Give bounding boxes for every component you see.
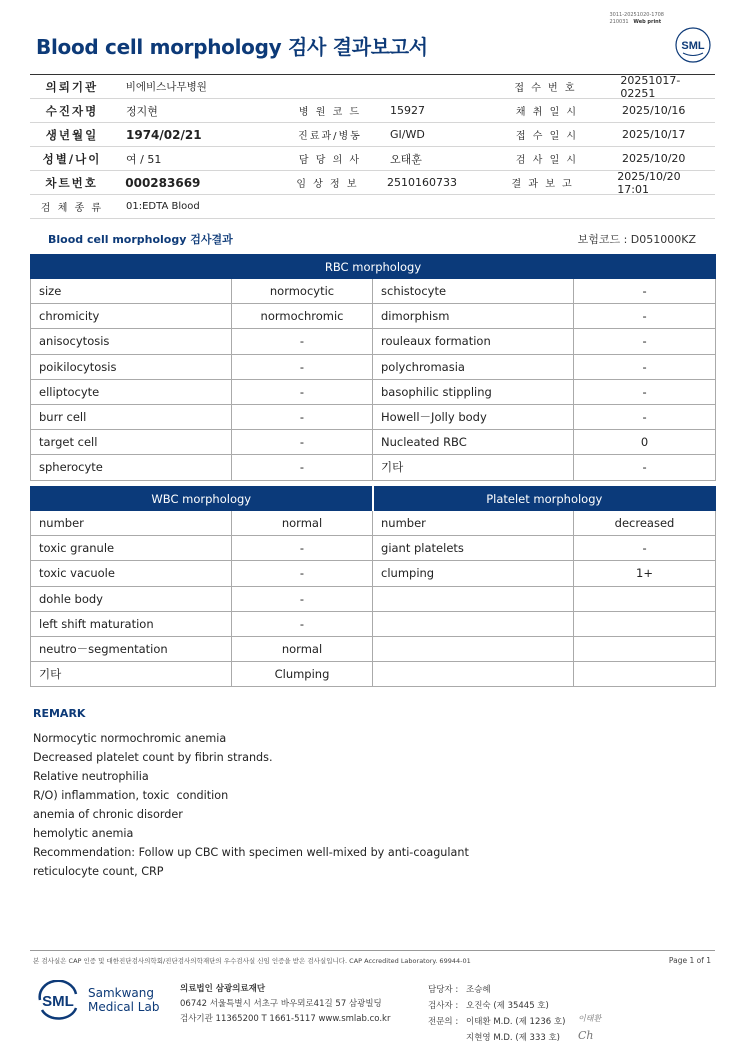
org-contact: 검사기관 11365200 T 1661-5117 www.smlab.co.kr (180, 1014, 391, 1024)
table-row (31, 536, 716, 561)
remark-line: Relative neutrophilia (33, 770, 149, 783)
cell-label: anisocytosis (31, 329, 232, 354)
cell-label: 기타 (373, 455, 574, 480)
info-value: GI/WD (390, 128, 425, 141)
info-value: 2025/10/16 (622, 104, 686, 117)
cell-value: - (574, 329, 716, 354)
cell-label: neutro－segmentation (31, 636, 232, 661)
table-row (31, 430, 716, 455)
cell-value: - (232, 561, 373, 586)
table-row (31, 329, 716, 354)
platelet-header: Platelet morphology (373, 487, 716, 511)
cell-value: normal (232, 636, 373, 661)
cell-label: Nucleated RBC (373, 430, 574, 455)
specimen-value: 01:EDTA Blood (126, 201, 200, 212)
staff-role: 검사자 : (428, 1001, 459, 1011)
cell-value: - (574, 304, 716, 329)
logo-line1: Samkwang (88, 986, 154, 1000)
cell-value: normochromic (232, 304, 373, 329)
cell-label: burr cell (31, 404, 232, 429)
cell-value: - (574, 379, 716, 404)
info-row-specimen (30, 195, 715, 219)
cell-value: - (232, 536, 373, 561)
cell-label: toxic granule (31, 536, 232, 561)
staff-role (428, 1030, 466, 1046)
staff-name: 이태환 M.D. (제 1236 호) (466, 1017, 566, 1027)
cell-label: schistocyte (373, 279, 574, 304)
info-label: 진료과/병동 (298, 131, 362, 142)
cell-value: - (574, 354, 716, 379)
cell-label: clumping (373, 561, 574, 586)
cell-value: - (574, 536, 716, 561)
wbc-platelet-morphology-table (30, 486, 716, 687)
cell-label: Howell－Jolly body (373, 404, 574, 429)
remark-line: reticulocyte count, CRP (33, 865, 164, 878)
info-value: 20251017-02251 (620, 73, 681, 100)
cell-value: - (232, 611, 373, 636)
rbc-header: RBC morphology (31, 255, 716, 279)
cell-label: rouleaux formation (373, 329, 574, 354)
staff-role: 담당자 : (428, 985, 459, 995)
table-row (31, 379, 716, 404)
remark-line: R/O) inflammation, toxic condition (33, 789, 229, 802)
table-row (31, 636, 716, 661)
table-row (31, 304, 716, 329)
info-value: 오태훈 (390, 152, 422, 166)
cell-value: 1+ (574, 561, 716, 586)
staff-role: 전문의 : (428, 1017, 459, 1027)
cell-value: - (574, 404, 716, 429)
cell-label: chromicity (31, 304, 232, 329)
remark-line: hemolytic anemia (33, 827, 134, 840)
info-label: 결 과 보 고 (511, 179, 574, 190)
table-row (31, 354, 716, 379)
info-value: 15927 (390, 104, 425, 117)
table-row (31, 455, 716, 480)
remark-line: anemia of chronic disorder (33, 808, 183, 821)
info-value: 정지현 (126, 104, 158, 118)
info-value: 2025/10/20 (622, 152, 686, 165)
remark-line: Decreased platelet count by fibrin strands. (33, 751, 273, 764)
cell-label: polychromasia (373, 354, 574, 379)
report-code (609, 12, 664, 26)
cell-value (574, 636, 716, 661)
cell-value (574, 586, 716, 611)
cell-label: elliptocyte (31, 379, 232, 404)
sml-logo-icon (36, 980, 80, 1020)
cell-label: target cell (31, 430, 232, 455)
signature-1: 이태환 (578, 1014, 602, 1023)
cell-value: - (232, 430, 373, 455)
remark-title: REMARK (33, 707, 86, 720)
info-row (30, 123, 715, 147)
cell-value: normocytic (232, 279, 373, 304)
staff-name: 조승혜 (466, 985, 491, 995)
wbc-header: WBC morphology (31, 487, 373, 511)
cell-value: Clumping (232, 662, 373, 687)
section-title: Blood cell morphology 검사결과 (48, 233, 233, 246)
signature-2: Ch (578, 1029, 594, 1042)
cell-value: - (232, 586, 373, 611)
remark-body (33, 729, 469, 881)
cell-label: dohle body (31, 586, 232, 611)
cell-value: - (232, 329, 373, 354)
table-row (31, 662, 716, 687)
staff-name: 오진숙 (제 35445 호) (466, 1001, 549, 1011)
cell-label: dimorphism (373, 304, 574, 329)
info-label: 성별/나이 (42, 151, 102, 166)
staff-info (428, 982, 565, 1046)
cell-label: left shift maturation (31, 611, 232, 636)
info-value: 1974/02/21 (126, 127, 202, 142)
page-number: Page 1 of 1 (668, 956, 711, 965)
cell-value (574, 662, 716, 687)
info-value: 여 / 51 (126, 152, 162, 166)
cell-label: spherocyte (31, 455, 232, 480)
cell-label: number (373, 511, 574, 536)
cell-label: 기타 (31, 662, 232, 687)
org-address: 06742 서울특별시 서초구 바우뫼로41길 57 삼광빌딩 (180, 999, 382, 1009)
info-value: 2025/10/20 17:01 (617, 169, 681, 196)
info-label: 채 취 일 시 (515, 107, 579, 118)
info-value: 2510160733 (387, 176, 458, 189)
table-row (31, 561, 716, 586)
table-row (31, 586, 716, 611)
patient-info-table (30, 74, 715, 219)
cell-value: 0 (574, 430, 716, 455)
specimen-label: 검 체 종 류 (40, 203, 104, 214)
logo-line2: Medical Lab (88, 1000, 160, 1014)
info-label: 검 사 일 시 (515, 155, 579, 166)
page-title: Blood cell morphology 검사 결과보고서 (36, 35, 428, 59)
samkwang-logo (36, 980, 159, 1020)
cell-value: - (232, 379, 373, 404)
cell-value: - (232, 404, 373, 429)
report-code-line2: 210031 (609, 19, 629, 25)
info-value: 비에비스나무병원 (125, 81, 207, 93)
remark-line: Recommendation: Follow up CBC with specimen well-mixed by anti-coagulant (33, 846, 469, 859)
info-value: 2025/10/17 (622, 128, 686, 141)
info-row (30, 99, 715, 123)
report-code-line1: 3011-20251020-1708 (609, 12, 664, 18)
cell-label (373, 662, 574, 687)
organization-info (180, 982, 390, 1027)
remark-line: Normocytic normochromic anemia (33, 732, 227, 745)
cell-value: - (232, 354, 373, 379)
web-print-label: Web print (633, 19, 662, 25)
cell-label: toxic vacuole (31, 561, 232, 586)
info-label: 수진자명 (45, 103, 99, 118)
footer-note: 본 검사실은 CAP 인증 및 대한진단검사의학회/진단검사의학재단의 우수검사실 신임 인증을 받은 검사실입니다. CAP Accredited Laboratory. 69944-01 (33, 957, 471, 965)
cell-label (373, 636, 574, 661)
cell-value (574, 611, 716, 636)
cell-value: - (574, 279, 716, 304)
sml-badge-text: SML (681, 40, 705, 52)
staff-name: 지현영 M.D. (제 333 호) (466, 1033, 561, 1043)
cell-value: decreased (574, 511, 716, 536)
cell-label: giant platelets (373, 536, 574, 561)
info-label: 생년월일 (45, 127, 99, 142)
cell-value: normal (232, 511, 373, 536)
cell-value: - (232, 455, 373, 480)
info-value: 000283669 (125, 175, 201, 190)
footer-divider (30, 950, 715, 951)
info-label: 접 수 번 호 (514, 83, 577, 94)
cell-value: - (574, 455, 716, 480)
info-row (30, 75, 715, 99)
info-label: 차트번호 (45, 175, 98, 190)
info-label: 병 원 코 드 (298, 107, 362, 118)
insurance-code: 보험코드 : D051000KZ (577, 233, 696, 246)
table-row (31, 279, 716, 304)
cell-label: size (31, 279, 232, 304)
info-row (30, 147, 715, 171)
sml-badge-icon (674, 26, 712, 64)
info-label: 접 수 일 시 (515, 131, 579, 142)
table-row (31, 511, 716, 536)
cell-label: number (31, 511, 232, 536)
info-label: 의뢰기관 (45, 79, 99, 94)
cell-label (373, 611, 574, 636)
cell-label: basophilic stippling (373, 379, 574, 404)
cell-label (373, 586, 574, 611)
sml-logo-text: SML (42, 993, 74, 1010)
info-row (30, 171, 715, 195)
table-row (31, 611, 716, 636)
info-label: 담 당 의 사 (298, 155, 362, 166)
info-label: 임 상 정 보 (296, 179, 359, 190)
table-row (31, 404, 716, 429)
rbc-morphology-table (30, 254, 716, 481)
cell-label: poikilocytosis (31, 354, 232, 379)
org-name: 의료법인 삼광의료재단 (180, 984, 266, 994)
